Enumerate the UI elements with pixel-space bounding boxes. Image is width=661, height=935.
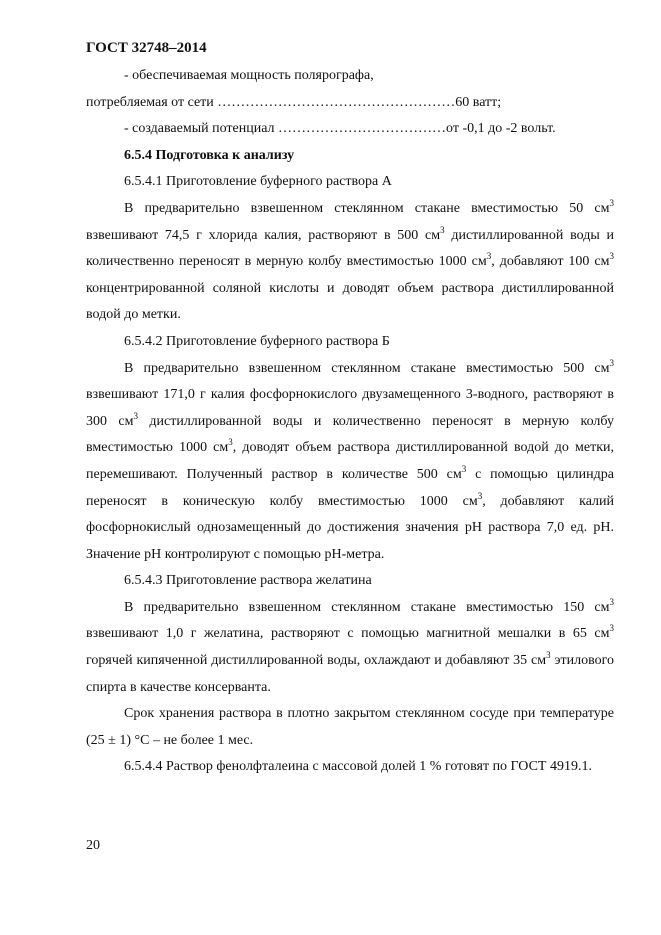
power-line: - обеспечиваемая мощность полярографа,	[124, 68, 374, 83]
section-title-6-5-4-3: 6.5.4.3 Приготовление раствора желатина	[124, 573, 372, 589]
document-header: ГОСТ 32748–2014	[86, 40, 207, 56]
page-number: 20	[86, 838, 100, 853]
power-value-line: потребляемая от сети ……………………………………………60 ватт;	[86, 94, 502, 110]
paragraph-storage: Срок хранения раствора в плотно закрытом стеклянном сосуде при температуре (25 ± 1) °С – не более 1 мес.	[86, 706, 614, 748]
paragraph-buffer-b: В предварительно взвешенном стеклянном стакане вместимостью 500 $см^3$ взвешивают 171,0 г калия фосфорнокислого двузамещенного 3-водного, растворяют в 300 $см^3$ дистиллированной воды и количественно переносят в мерную колбу вместимостью 1000 $см^3$, доводят объем раствора дистиллированной водой до метки, перемешивают. Полученный раствор в количестве 500 $см^3$ с помощью цилиндра переносят в коническую колбу вместимостью 1000 $см^3$, добавляют калий фосфорнокислый однозамещенный до достижения значения pH раствора 7,0 ед. pH. Значение pH контролируют с помощью pH-метра.	[86, 357, 615, 562]
page-content	[86, 63, 614, 781]
paragraph-phenolphthalein: 6.5.4.4 Раствор фенолфталеина с массовой долей 1 % готовят по ГОСТ 4919.1.	[124, 759, 592, 775]
paragraph-buffer-a: В предварительно взвешенном стеклянном стакане вместимостью 50 $см^3$ взвешивают 74,5 г хлорида калия, растворяют в 500 $см^3$ дистиллированной воды и количественно переносят в мерную колбу вместимостью 1000 $см^3$, добавляют 100 $см^3$ концентрированной соляной кислоты и доводят объем раствора дистиллированной водой до метки.	[86, 197, 614, 323]
paragraph-gelatin: В предварительно взвешенном стеклянном стакане вместимостью 150 $см^3$ взвешивают 1,0 г желатина, растворяют с помощью магнитной мешалки в 65 $см^3$ горячей кипяченной дистиллированной воды, охлаждают и добавляют 35 $см^3$ этилового спирта в качестве консерванта.	[86, 596, 614, 695]
potential-line: - создаваемый потенциал ………………………………от -0,1 до -2 вольт.	[124, 121, 556, 137]
section-title-6-5-4: 6.5.4 Подготовка к анализу	[124, 147, 295, 163]
section-title-6-5-4-2: 6.5.4.2 Приготовление буферного раствора Б	[124, 333, 390, 349]
section-title-6-5-4-1: 6.5.4.1 Приготовление буферного раствора А	[124, 174, 392, 190]
